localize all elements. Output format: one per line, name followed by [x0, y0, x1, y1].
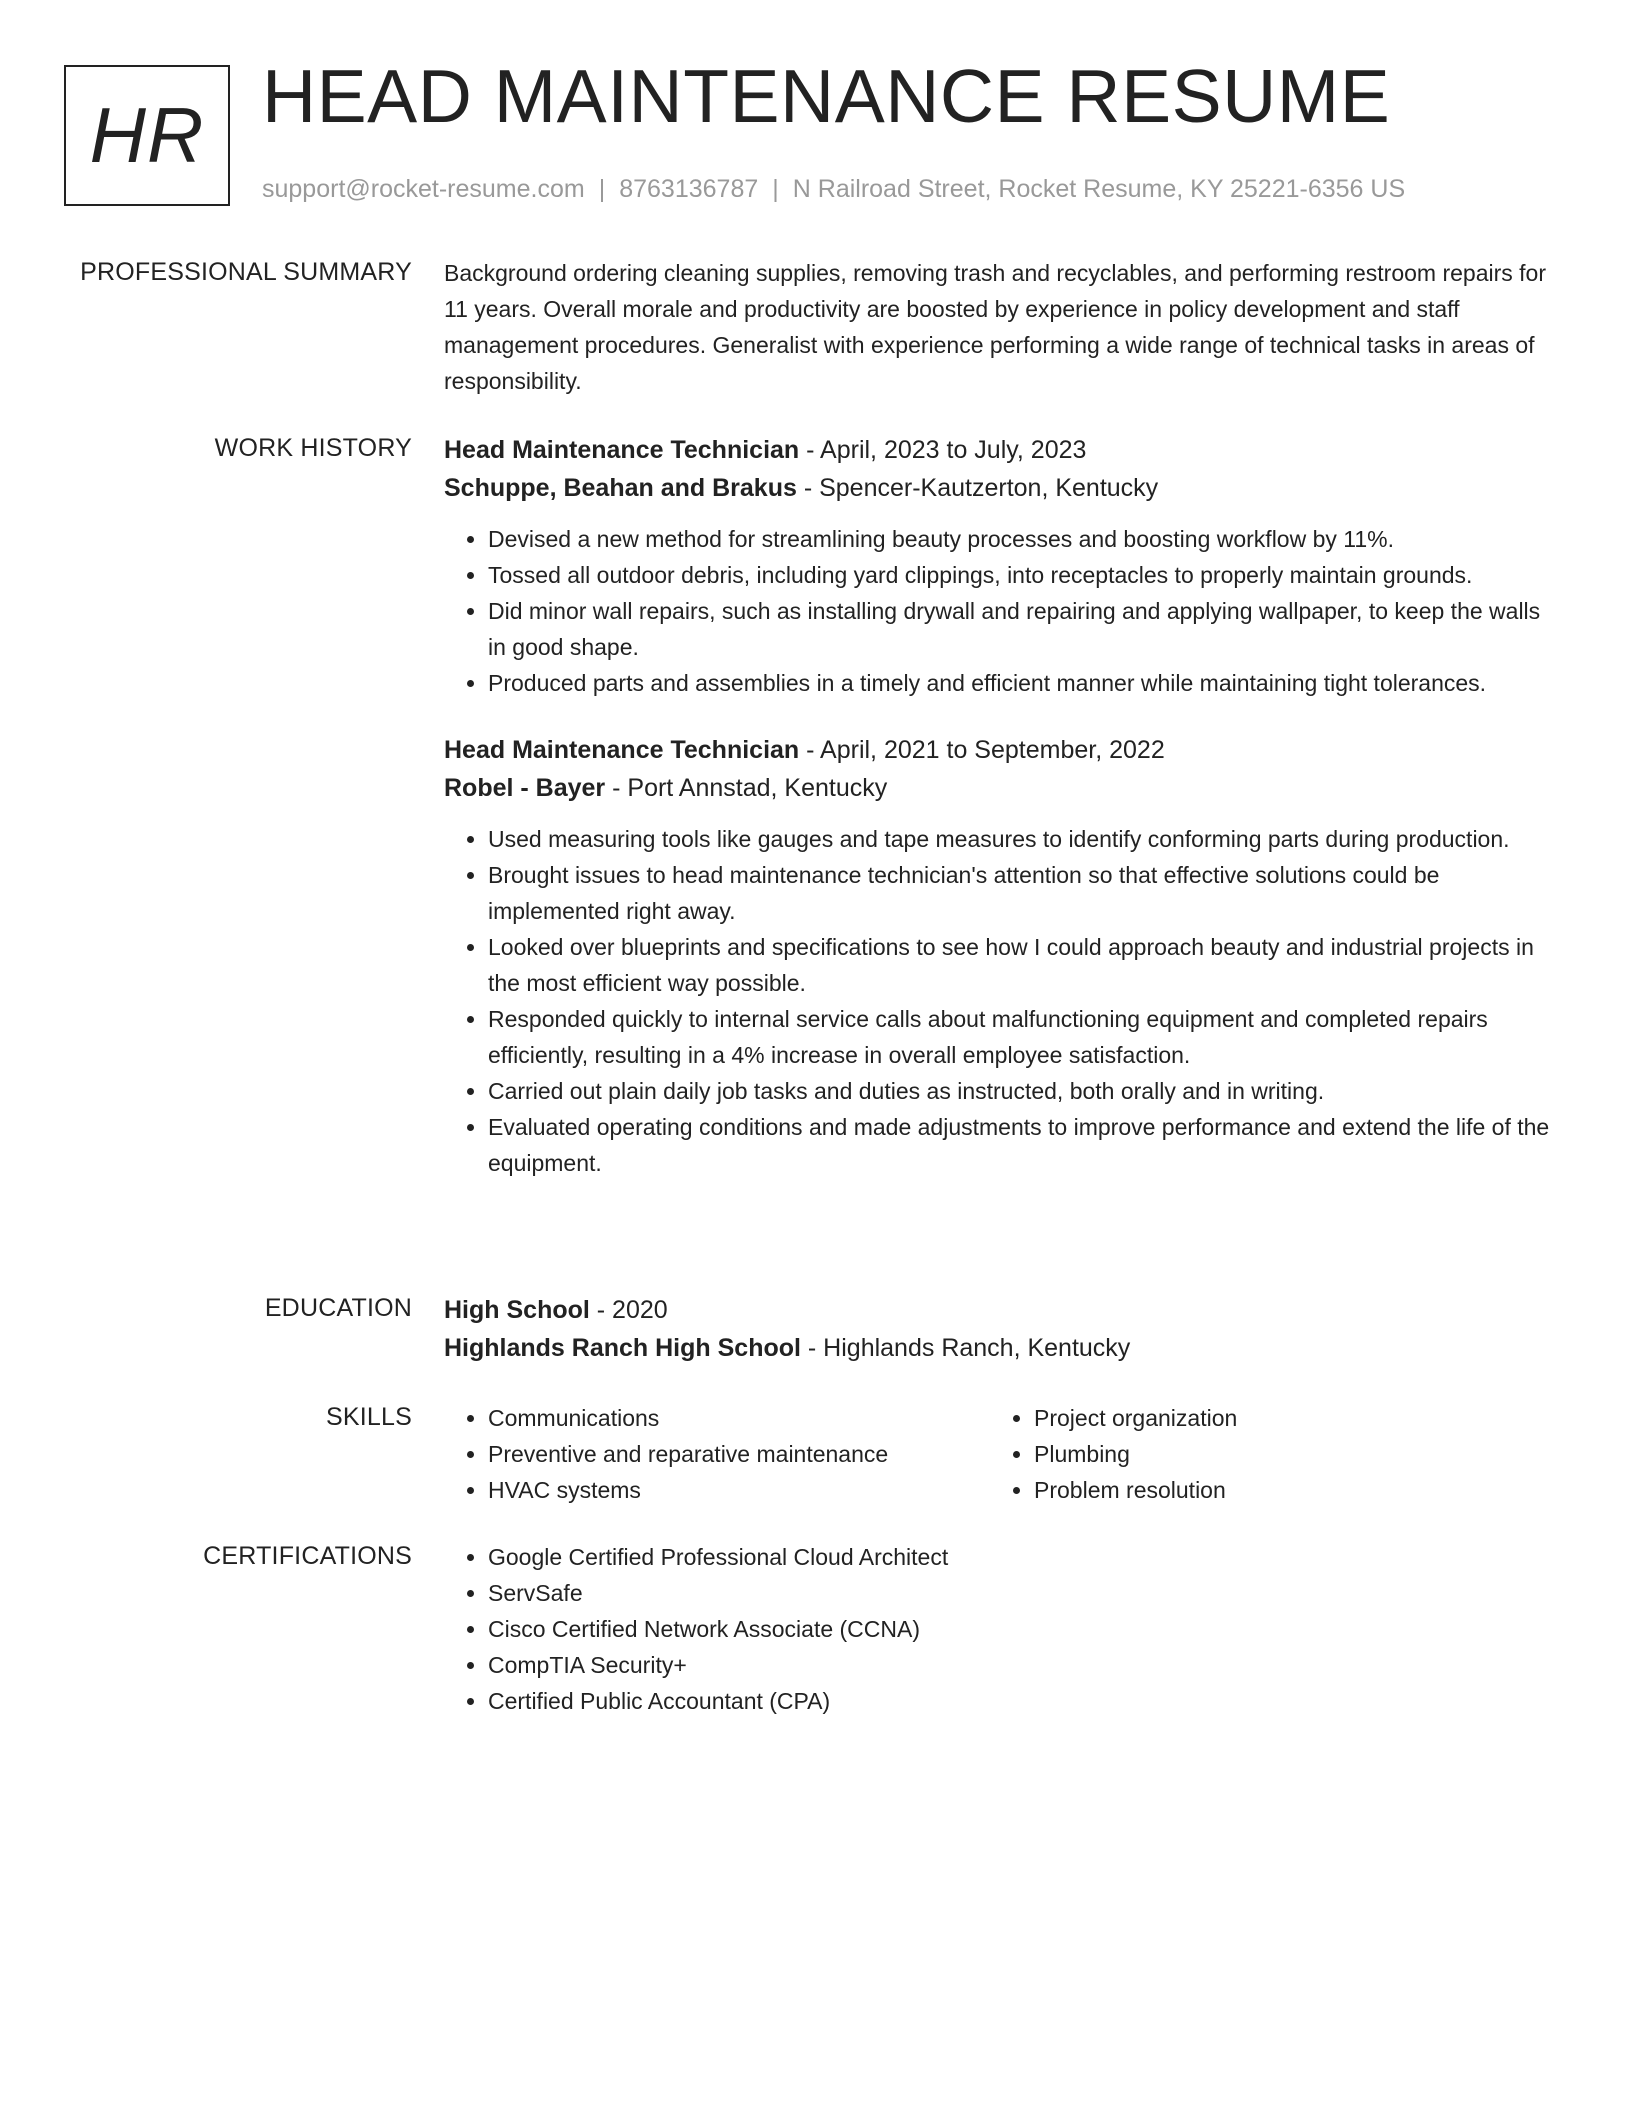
contact-address: N Railroad Street, Rocket Resume, KY 25221-6356 US — [792, 175, 1406, 203]
work-history-heading: WORK HISTORY — [214, 434, 412, 462]
job-title-line — [444, 731, 1556, 769]
job-dates: - April, 2021 to September, 2022 — [799, 736, 1165, 764]
contact-email: support@rocket-resume.com — [262, 175, 585, 203]
list-item: • HVAC systems — [488, 1472, 990, 1508]
contact-separator: | — [772, 175, 779, 203]
job-bullets — [444, 821, 1556, 1181]
job-entry — [444, 731, 1556, 1181]
list-item: • Did minor wall repairs, such as installing drywall and repairing and applying wallpaper, to keep the walls in good shape. — [488, 593, 1556, 665]
education-school-line — [444, 1329, 1556, 1367]
list-item: • CompTIA Security+ — [488, 1647, 1556, 1683]
list-item: • Produced parts and assemblies in a timely and efficient manner while maintaining tight tolerances. — [488, 665, 1556, 701]
job-company: Robel - Bayer — [444, 774, 606, 802]
job-location: - Spencer-Kautzerton, Kentucky — [796, 474, 1159, 502]
summary-text: Background ordering cleaning supplies, removing trash and recyclables, and performing restroom repairs for 11 years. Overall morale and productivity are boosted by experience in policy development and staff management procedures. Generalist with experience performing a wide range of technical tasks in areas of responsibility. — [444, 260, 1547, 394]
job-location: - Port Annstad, Kentucky — [605, 774, 888, 802]
certifications-body — [444, 1539, 1556, 1719]
list-item: • Cisco Certified Network Associate (CCNA) — [488, 1611, 1556, 1647]
list-item: • Evaluated operating conditions and made adjustments to improve performance and extend the life of the equipment. — [488, 1109, 1556, 1181]
skills-column-1 — [444, 1400, 990, 1508]
job-bullets — [444, 521, 1556, 701]
list-item: • Used measuring tools like gauges and tape measures to identify conforming parts during production. — [488, 821, 1556, 857]
list-item: • Certified Public Accountant (CPA) — [488, 1683, 1556, 1719]
list-item: • Carried out plain daily job tasks and duties as instructed, both orally and in writing. — [488, 1073, 1556, 1109]
skills-columns — [444, 1400, 1556, 1508]
contact-phone: 8763136787 — [619, 175, 759, 203]
summary-body — [444, 255, 1556, 399]
education-school: Highlands Ranch High School — [444, 1334, 801, 1362]
contact-line — [262, 174, 1405, 204]
education-location: - Highlands Ranch, Kentucky — [800, 1334, 1131, 1362]
job-title: Head Maintenance Technician — [444, 736, 800, 764]
education-heading: EDUCATION — [264, 1294, 412, 1322]
list-item: • Brought issues to head maintenance technician's attention so that effective solutions could be implemented right away. — [488, 857, 1556, 929]
list-item: • Devised a new method for streamlining beauty processes and boosting workflow by 11%. — [488, 521, 1556, 557]
summary-heading: PROFESSIONAL SUMMARY — [80, 258, 412, 286]
education-body — [444, 1291, 1556, 1367]
job-company-line — [444, 769, 1556, 807]
monogram-box — [64, 65, 230, 206]
education-degree-line — [444, 1291, 1556, 1329]
list-item: • Communications — [488, 1400, 990, 1436]
certifications-heading: CERTIFICATIONS — [203, 1542, 412, 1570]
list-item: • Plumbing — [1034, 1436, 1237, 1472]
work-history-body — [444, 431, 1556, 1181]
contact-separator: | — [598, 175, 606, 203]
education-degree: High School — [444, 1296, 590, 1324]
job-title-line — [444, 431, 1556, 469]
list-item: • Looked over blueprints and specifications to see how I could approach beauty and industrial projects in the most efficient way possible. — [488, 929, 1556, 1001]
job-company-line — [444, 469, 1556, 507]
certifications-list — [444, 1539, 1556, 1719]
skills-body — [444, 1400, 1556, 1508]
job-entry — [444, 431, 1556, 701]
list-item: • Tossed all outdoor debris, including yard clippings, into receptacles to properly maintain grounds. — [488, 557, 1556, 593]
resume-title: HEAD MAINTENANCE RESUME — [262, 54, 1391, 138]
list-item: • Preventive and reparative maintenance — [488, 1436, 990, 1472]
job-dates: - April, 2023 to July, 2023 — [799, 436, 1087, 464]
monogram-initials: HR — [89, 91, 205, 179]
list-item: • Problem resolution — [1034, 1472, 1237, 1508]
list-item: • Responded quickly to internal service calls about malfunctioning equipment and completed repairs efficiently, resulting in a 4% increase in overall employee satisfaction. — [488, 1001, 1556, 1073]
job-title: Head Maintenance Technician — [444, 436, 800, 464]
skills-column-2 — [990, 1400, 1237, 1508]
list-item: • Project organization — [1034, 1400, 1237, 1436]
list-item: • Google Certified Professional Cloud Architect — [488, 1539, 1556, 1575]
job-company: Schuppe, Beahan and Brakus — [444, 474, 797, 502]
education-year: - 2020 — [589, 1296, 668, 1324]
list-item: • ServSafe — [488, 1575, 1556, 1611]
skills-heading: SKILLS — [326, 1403, 412, 1431]
